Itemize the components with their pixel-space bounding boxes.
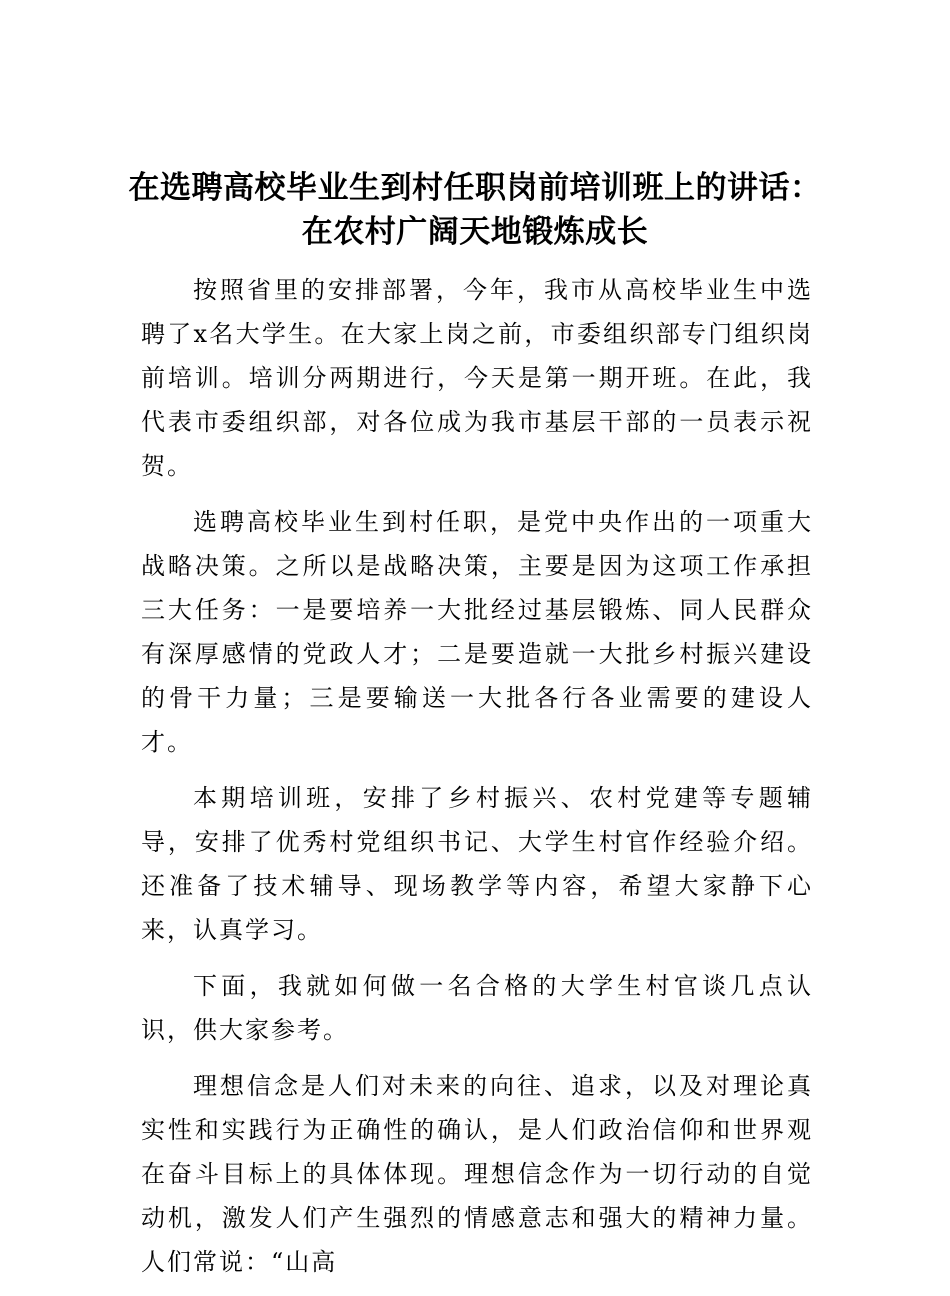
document-title: 在选聘高校毕业生到村任职岗前培训班上的讲话：在农村广阔天地锻炼成长 bbox=[128, 170, 822, 250]
document-body bbox=[141, 268, 813, 1296]
paragraph-4: 下面，我就如何做一名合格的大学生村官谈几点认识，供大家参考。 bbox=[141, 972, 813, 1044]
paragraph-5: 理想信念是人们对未来的向往、追求，以及对理论真实性和实践行为正确性的确认，是人们政治信仰和世界观在奋斗目标上的具体体现。理想信念作为一切行动的自觉动机，激发人们产生强烈的情感意志和强大的精神力量。人们常说：“山高 bbox=[141, 1072, 813, 1276]
paragraph-2: 选聘高校毕业生到村任职，是党中央作出的一项重大战略决策。之所以是战略决策，主要是因为这项工作承担三大任务：一是要培养一大批经过基层锻炼、同人民群众有深厚感情的党政人才；二是要造就一大批乡村振兴建设的骨干力量；三是要输送一大批各行各业需要的建设人才。 bbox=[141, 508, 813, 756]
paragraph-3: 本期培训班，安排了乡村振兴、农村党建等专题辅导，安排了优秀村党组织书记、大学生村官作经验介绍。还准备了技术辅导、现场教学等内容，希望大家静下心来，认真学习。 bbox=[141, 784, 813, 944]
paragraph-1: 按照省里的安排部署，今年，我市从高校毕业生中选聘了x名大学生。在大家上岗之前，市委组织部专门组织岗前培训。培训分两期进行，今天是第一期开班。在此，我代表市委组织部，对各位成为我市基层干部的一员表示祝贺。 bbox=[141, 276, 813, 480]
